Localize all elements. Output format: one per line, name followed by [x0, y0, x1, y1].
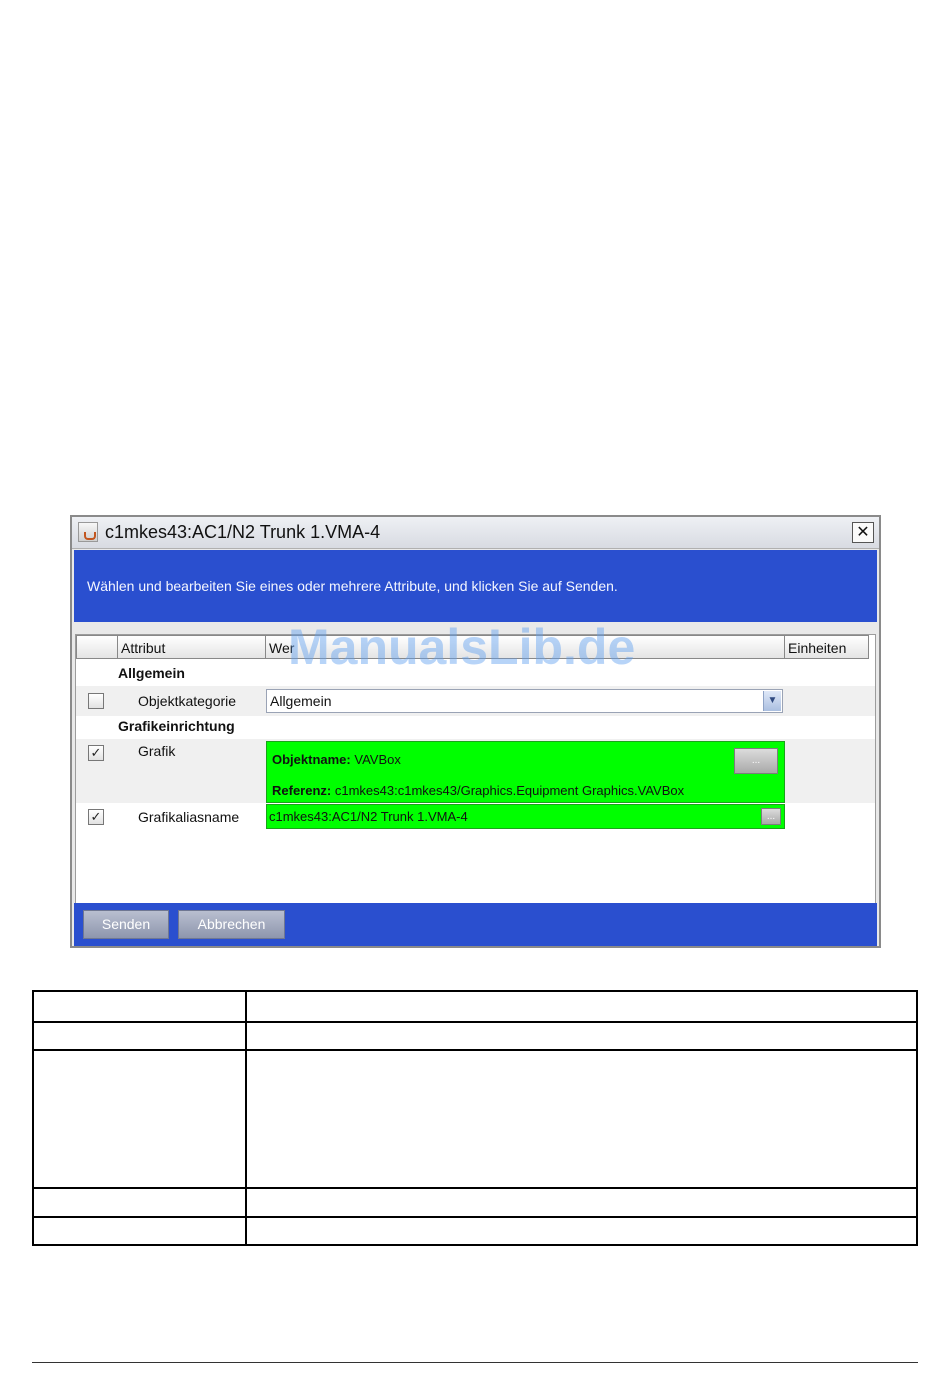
instruction-banner — [74, 550, 877, 622]
empty-table-grid — [32, 990, 918, 1246]
select-value: Allgemein — [270, 693, 332, 709]
chevron-down-icon[interactable]: ▼ — [763, 691, 781, 711]
group-label-grafikeinrichtung: Grafikeinrichtung — [118, 718, 235, 734]
table-row-divider — [34, 1187, 916, 1189]
object-name-line — [272, 752, 401, 767]
watermark-text: ManualsLib.de — [288, 619, 636, 675]
row-checkbox[interactable]: ✓ — [88, 745, 104, 761]
column-header-value[interactable]: Wer — [265, 635, 785, 659]
table-row-divider — [34, 1021, 916, 1023]
dialog-window — [70, 515, 881, 948]
dialog-title: c1mkes43:AC1/N2 Trunk 1.VMA-4 — [105, 522, 381, 542]
table-row-objektkategorie — [76, 686, 875, 716]
title-bar[interactable] — [72, 517, 879, 549]
column-header-units[interactable]: Einheiten — [784, 635, 869, 659]
reference-value: c1mkes43:c1mkes43/Graphics.Equipment Graphics.VAVBox — [334, 783, 685, 798]
table-row-grafikaliasname — [76, 803, 875, 833]
attribute-label: Grafikaliasname — [138, 809, 240, 825]
alias-value: c1mkes43:AC1/N2 Trunk 1.VMA-4 — [269, 809, 468, 824]
cancel-button[interactable]: Abbrechen — [178, 910, 285, 939]
page-footer-rule — [32, 1362, 918, 1363]
object-name-value: VAVBox — [354, 752, 401, 767]
dialog-footer — [74, 903, 877, 946]
object-name-label: Objektname: — [272, 752, 351, 767]
java-app-icon — [78, 522, 98, 542]
browse-alias-button[interactable]: ... — [761, 808, 781, 825]
grafikaliasname-field[interactable] — [266, 804, 785, 829]
close-button[interactable] — [852, 522, 874, 543]
column-header-attribute[interactable]: Attribut — [117, 635, 266, 659]
browse-grafik-button[interactable]: ... — [734, 748, 778, 774]
row-checkbox[interactable]: ✓ — [88, 809, 104, 825]
group-label-allgemein: Allgemein — [118, 665, 185, 681]
reference-label: Referenz: — [272, 783, 332, 798]
instruction-text: Wählen und bearbeiten Sie eines oder mehrere Attribute, und klicken Sie auf Senden. — [87, 578, 618, 594]
close-icon: ✕ — [856, 524, 870, 541]
attribute-label: Objektkategorie — [138, 693, 237, 709]
grafik-value-field[interactable] — [266, 741, 785, 803]
send-button[interactable]: Senden — [83, 910, 169, 939]
reference-line — [272, 783, 684, 798]
table-column-divider — [245, 992, 247, 1244]
table-row-divider — [34, 1216, 916, 1218]
row-checkbox[interactable] — [88, 693, 104, 709]
table-row-divider — [34, 1049, 916, 1051]
attribute-label: Grafik — [138, 743, 176, 759]
column-header-select[interactable] — [76, 635, 118, 659]
objektkategorie-select[interactable] — [266, 689, 783, 713]
table-row-grafik — [76, 739, 875, 803]
